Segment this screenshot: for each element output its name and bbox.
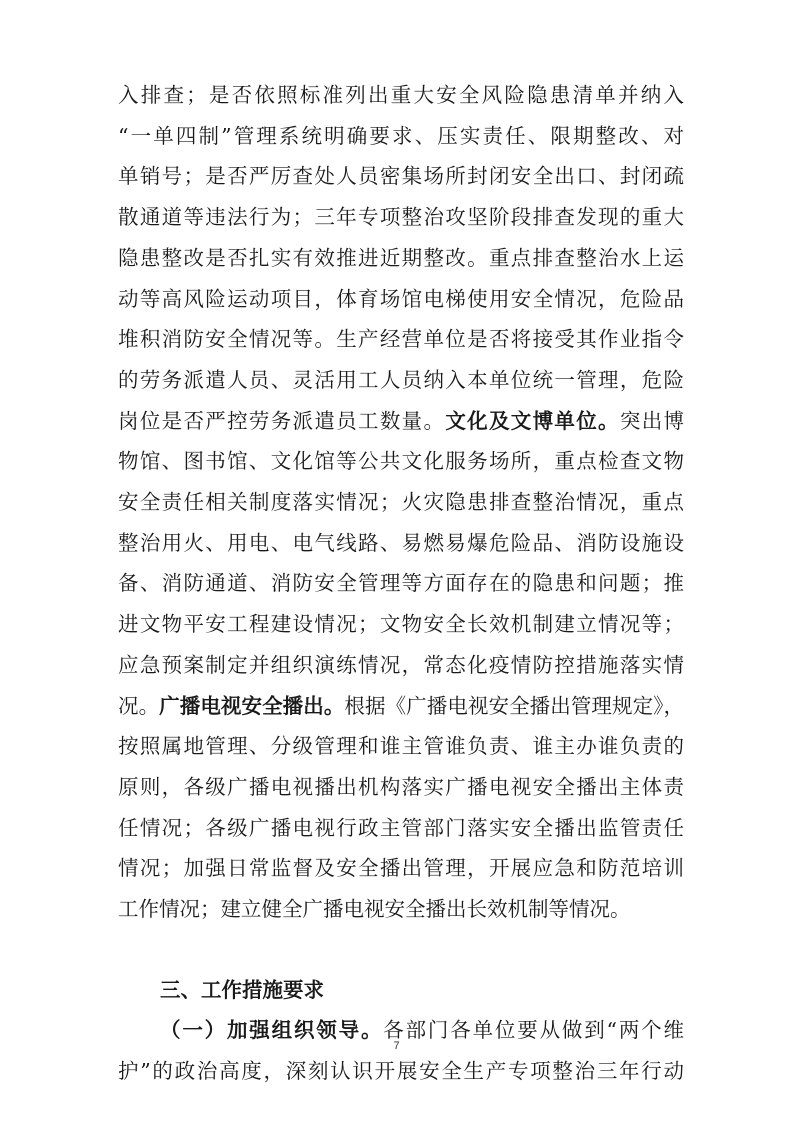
section-heading: 三、工作措施要求 (160, 977, 324, 1002)
text-run: 各部门各单位要从做到“两个维 (383, 1018, 685, 1043)
text-line: 隐患整改是否扎实有效推进近期整改。重点排查整治水上运 (118, 245, 684, 270)
text-line: 情况；加强日常监督及安全播出管理，开展应急和防范培训 (118, 856, 684, 881)
text-run: 况。 (118, 693, 160, 718)
text-line: 按照属地管理、分级管理和谁主管谁负责、谁主办谁负责的 (118, 734, 684, 759)
subheading-organization: （一）加强组织领导。 (160, 1018, 384, 1043)
text-line: 工作情况；建立健全广播电视安全播出长效机制等情况。 (118, 897, 631, 921)
text-line: 散通道等违法行为；三年专项整治攻坚阶段排查发现的重大 (118, 205, 684, 230)
text-run: 突出博 (619, 408, 685, 433)
text-line: 原则，各级广播电视播出机构落实广播电视安全播出主体责 (118, 774, 684, 799)
text-line: 任情况；各级广播电视行政主管部门落实安全播出监管责任 (118, 815, 684, 840)
text-line: 整治用火、用电、电气线路、易燃易爆危险品、消防设施设 (118, 530, 684, 555)
subheading-broadcast: 广播电视安全播出。 (159, 693, 345, 718)
text-line: “一单四制”管理系统明确要求、压实责任、限期整改、对 (118, 123, 684, 148)
text-line: 入排查；是否依照标准列出重大安全风险隐患清单并纳入 (118, 83, 684, 107)
text-run: 根据《广播电视安全播出管理规定》， (344, 693, 685, 718)
text-line: 的劳务派遣人员、灵活用工人员纳入本单位统一管理，危险 (118, 367, 684, 392)
subheading-culture: 文化及文博单位。 (445, 408, 620, 433)
text-line: 单销号；是否严厉查处人员密集场所封闭安全出口、封闭疏 (118, 164, 684, 189)
text-line: 动等高风险运动项目，体育场馆电梯使用安全情况，危险品 (118, 286, 684, 311)
text-line: 安全责任相关制度落实情况；火灾隐患排查整治情况，重点 (118, 490, 684, 514)
text-line: 应急预案制定并组织演练情况，常态化疫情防控措施落实情 (118, 652, 684, 677)
text-line: 物馆、图书馆、文化馆等公共文化服务场所，重点检查文物 (118, 449, 684, 474)
text-line (118, 401, 684, 441)
text-line: 进文物平安工程建设情况；文物安全长效机制建立情况等； (118, 612, 684, 637)
text-line: 备、消防通道、消防安全管理等方面存在的隐患和问题；推 (118, 571, 684, 596)
page-number: 7 (393, 1040, 400, 1052)
text-line (118, 686, 684, 726)
text-line: 护”的政治高度，深刻认识开展安全生产专项整治三年行动 (118, 1059, 684, 1084)
text-line: 堆积消防安全情况等。生产经营单位是否将接受其作业指令 (118, 327, 684, 352)
text-run: 岗位是否严控劳务派遣员工数量。 (118, 408, 446, 433)
